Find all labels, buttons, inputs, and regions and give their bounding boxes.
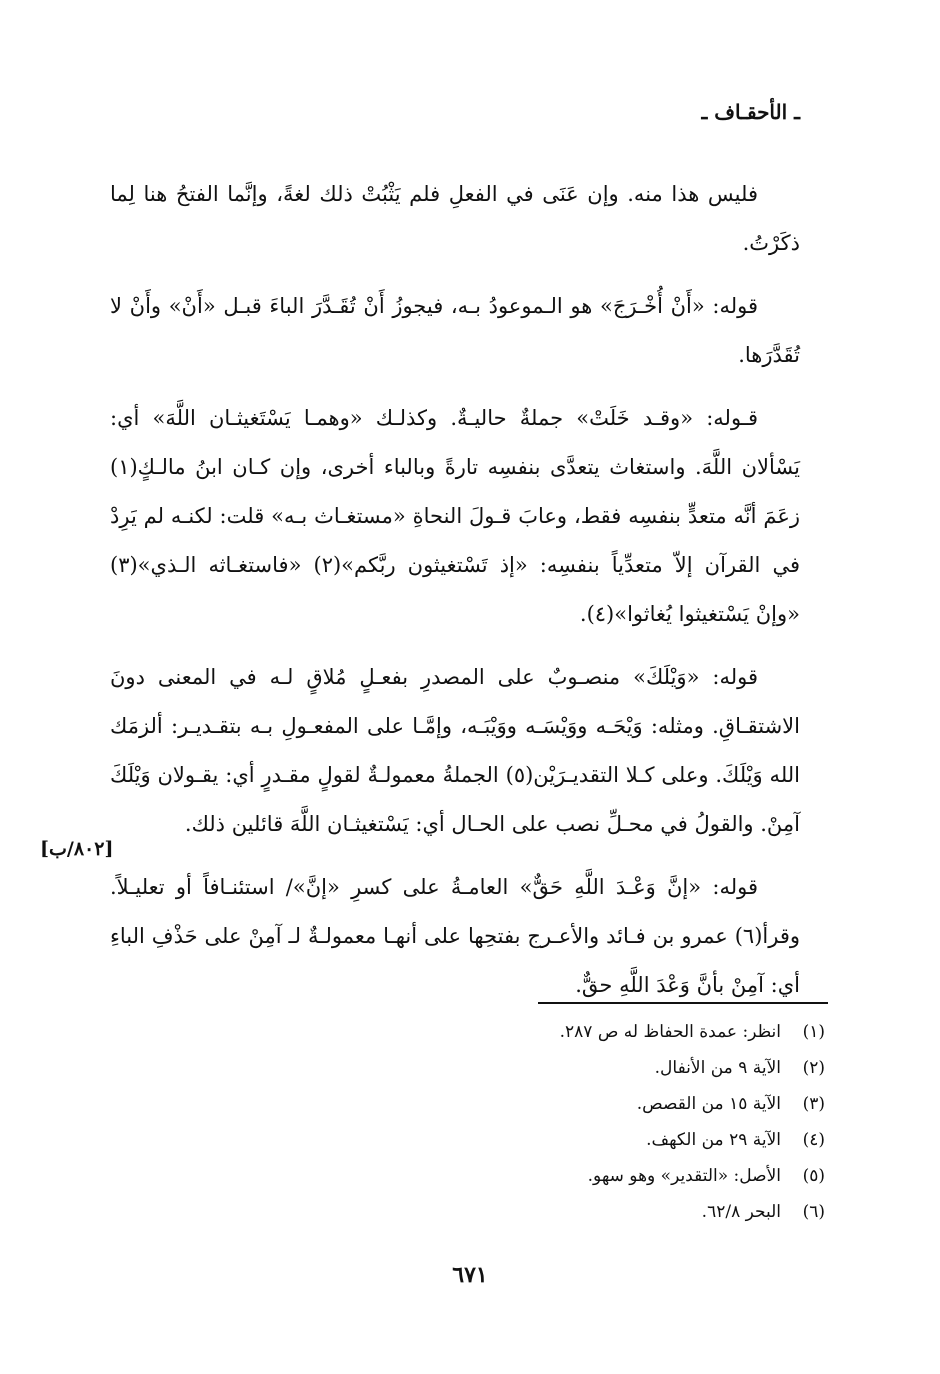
- footnote-number: (٥): [802, 1166, 825, 1186]
- footnotes-list: [405, 1014, 825, 1230]
- main-text-body: [110, 170, 800, 1024]
- footnote-item: [405, 1158, 825, 1194]
- paragraph: قـوله: «وقـد خَلَتْ» جملةٌ حاليـةٌ. وكذلـك «وهمـا يَسْتَغيثـان اللَّهَ» أي: يَسْألان اللَّهَ. واستغاث يتعدَّى بنفسِه تارةً وبالباء أخرى، وإن كـان ابنُ مالـكٍ(١) زعَمَ أنَّه متعدٍّ بنفسِه فقط، وعابَ قـولَ النحاةِ «مستغـاث بـه» قلت: لكنـه لم يَرِدْ في القرآن إلاّ متعدِّياً بنفسِه: «إذ تَسْتغيثون ربَّكم»(٢) «فاستغـاثه الـذي»(٣) «وإنْ يَسْتغيثوا يُغاثوا»(٤).: [110, 406, 800, 626]
- manuscript-folio-marker: [٨٠٢/ب]: [40, 838, 114, 860]
- footnote-item: [405, 1122, 825, 1158]
- footnote-text: انظر: عمدة الحفاظ له ص ٢٨٧.: [559, 1022, 781, 1042]
- page-number: ٦٧١: [452, 1262, 488, 1288]
- running-head-title: ـ الأحقـاف ـ: [701, 100, 800, 124]
- footnote-item: [405, 1086, 825, 1122]
- footnote-item: [405, 1194, 825, 1230]
- paragraph: قوله: «وَيْلَكَ» منصـوبٌ على المصدرِ بفعـلٍ مُلاقٍ لـه في المعنى دونَ الاشتقـاقِ. ومثله: وَيْحَـه ووَيْسَـه ووَيْبَـه، وإمَّـا على المفعـولِ بـه بتقـديـر: ألزمَك الله وَيْلَكَ. وعلى كـلا التقديـرَيْن(٥) الجملةُ معمولـةٌ لقولٍ مقـدرٍ أي: يقـولان وَيْلَكَ آمِنْ. والقولُ في محـلِّ نصب على الحـال أي: يَسْتغيثـان اللَّهَ قائلين ذلك.: [110, 665, 801, 836]
- footnote-item: [405, 1014, 825, 1050]
- footnote-text: الآية ١٥ من القصص.: [636, 1094, 781, 1114]
- footnote-divider: [538, 1002, 828, 1004]
- footnote-number: (٣): [802, 1094, 825, 1114]
- footnote-number: (٢): [802, 1058, 825, 1078]
- paragraph: فليس هذا منه. وإن عَنَى في الفعلِ فلم يَثْبُتْ ذلك لغةً، وإنَّما الفتحُ هنا لِما ذكَرْتُ.: [110, 182, 800, 255]
- footnote-text: البحر ٦٢/٨.: [701, 1202, 781, 1222]
- footnote-number: (٦): [802, 1202, 825, 1222]
- footnote-number: (٤): [802, 1130, 825, 1150]
- footnote-text: الآية ٢٩ من الكهف.: [646, 1130, 781, 1150]
- footnote-text: الآية ٩ من الأنفال.: [654, 1058, 781, 1078]
- paragraph: قوله: «إنَّ وَعْـدَ اللَّهِ حَقٌّ» العامـةُ على كسرِ «إنَّ»/ استئنـافاً أو تعليـلاً. وقرأ(٦) عمرو بن فـائد والأعـرج بفتحِها على أنهـا معمولـةٌ لـ آمِنْ على حَذْفِ الباءِ أي: آمِنْ بأنَّ وَعْدَ اللَّهِ حقٌّ.: [110, 875, 800, 997]
- footnote-item: [405, 1050, 825, 1086]
- footnote-number: (١): [802, 1022, 825, 1042]
- footnote-text: الأصل: «التقدير» وهو سهو.: [587, 1166, 781, 1186]
- paragraph: قوله: «أَنْ أُخْـرَجَ» هو الـموعودُ بـه، فيجوزُ أَنْ تُقَـدَّرَ الباءَ قبـل «أَنْ» وأَنْ لا تُقَدَّرَها.: [110, 294, 800, 367]
